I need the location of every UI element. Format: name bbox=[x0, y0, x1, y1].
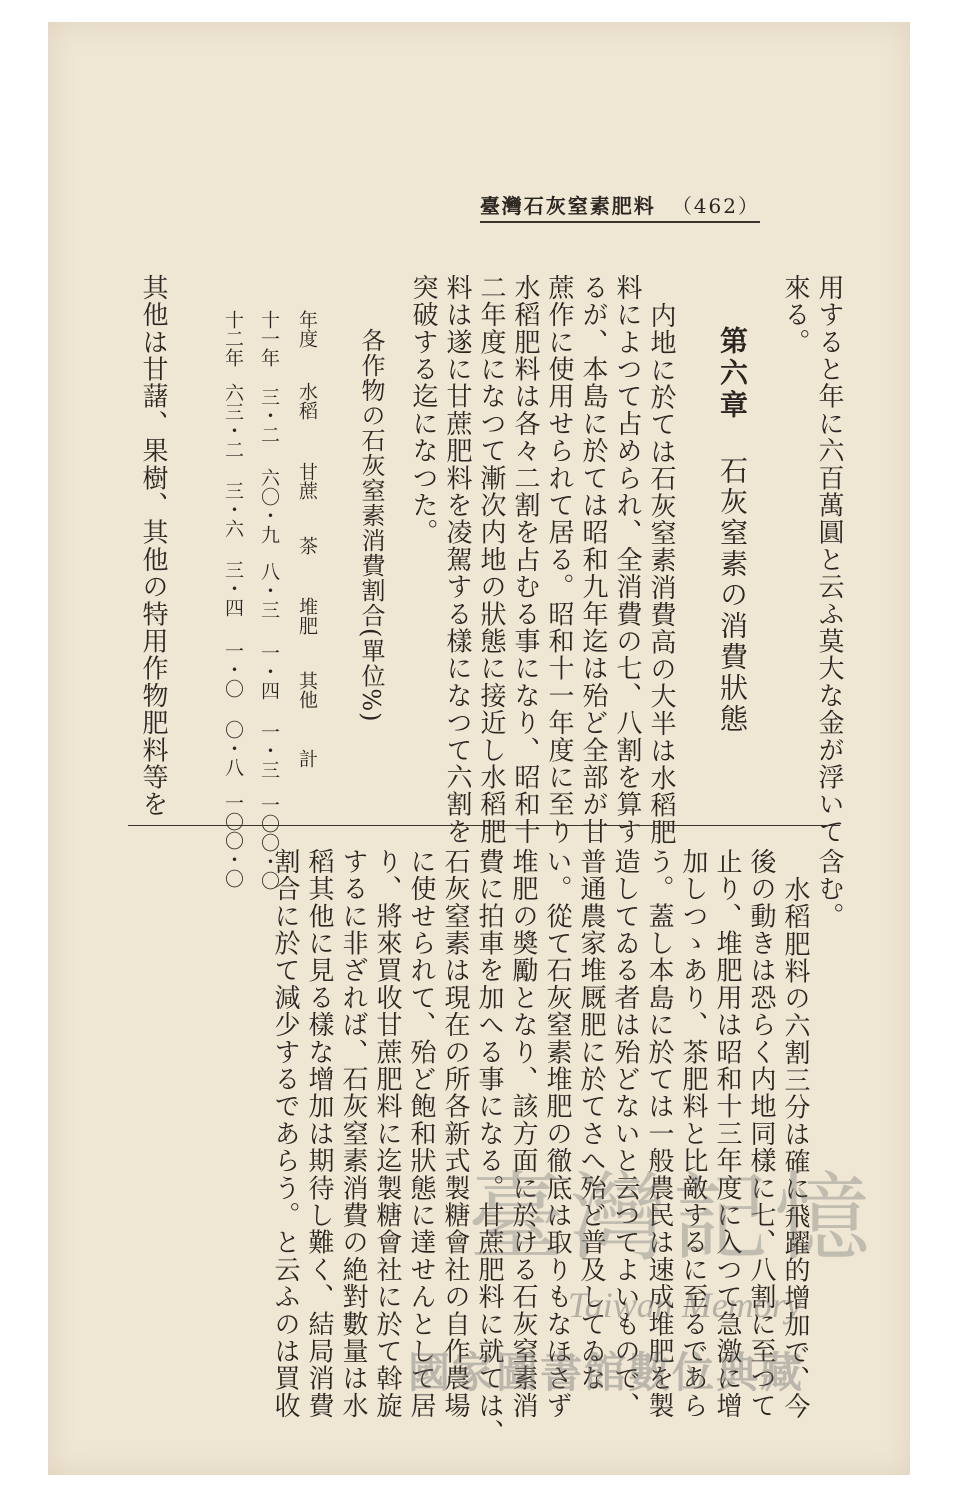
upper-line-10: 突破する迄になつた。 bbox=[408, 274, 438, 546]
table-row bbox=[256, 310, 283, 890]
upper-line-2: 來る。 bbox=[780, 274, 810, 356]
th-tea: 茶 bbox=[296, 536, 318, 555]
upper-last-line: 其他は甘藷、果樹、其他の特用作物肥料等を bbox=[138, 274, 168, 818]
table-title: 各作物の石灰窒素消費割合(單位%) bbox=[357, 328, 385, 723]
lower-line-9: い。從て石灰窒素堆肥の徹底は取りもなほさず bbox=[542, 848, 572, 1420]
cell-cane: 六〇・九 bbox=[258, 468, 280, 544]
cell-tea: 三・四 bbox=[222, 560, 244, 617]
cell-year: 十一年 bbox=[258, 310, 280, 367]
upper-line-5: るが、本島に於ては昭和九年迄は殆ど全部が甘 bbox=[578, 274, 608, 846]
lower-line-12: 石灰窒素は現在の所各新式製糖會社の自作農場 bbox=[440, 848, 470, 1420]
section-divider bbox=[128, 825, 840, 826]
watermark-english: Taiwan Memory bbox=[568, 1285, 802, 1325]
cell-total: 一〇〇・〇 bbox=[258, 795, 280, 890]
lower-line-16: 稻其他に見る樣な增加は期待し難く、結局消費 bbox=[304, 848, 334, 1420]
lower-line-5: 加しつゝあり、茶肥料と比敵するに至るであら bbox=[678, 848, 708, 1420]
watermark-org: 國家圖書館數位典藏 bbox=[408, 1348, 805, 1397]
cell-other: 〇・八 bbox=[222, 720, 244, 777]
th-compost: 堆肥 bbox=[296, 597, 318, 635]
upper-line-1: 用すると年に六百萬圓と云ふ莫大な金が浮いて bbox=[814, 274, 844, 846]
page-number: （462） bbox=[671, 194, 760, 218]
chapter-label: 第六章 bbox=[716, 326, 749, 422]
cell-tea: 八・三 bbox=[258, 562, 280, 619]
th-other: 其他 bbox=[296, 671, 318, 709]
upper-line-7: 水稻肥料は各々二割を占むる事になり、昭和十 bbox=[510, 274, 540, 846]
th-cane: 甘蔗 bbox=[296, 462, 318, 500]
cell-total: 一〇〇・〇 bbox=[222, 793, 244, 888]
chapter-title: 石灰窒素の消費狀態 bbox=[716, 456, 749, 735]
upper-line-9: 料は遂に甘蔗肥料を凌駕する樣になつて六割を bbox=[442, 274, 472, 846]
header-title: 臺灣石灰窒素肥料 bbox=[479, 194, 656, 218]
lower-line-14: り、將來買收甘蔗肥料に迄製糖會社に於て斡旋 bbox=[372, 848, 402, 1420]
lower-line-11: 費に拍車を加へる事になる。甘蔗肥料に就ては、 bbox=[474, 848, 504, 1447]
cell-compost: 一・四 bbox=[258, 643, 280, 700]
lower-line-15: するに非ざれば、石灰窒素消費の絶對數量は水 bbox=[338, 848, 368, 1420]
lower-line-7: 造してゐる者は殆どないと云つてよいもので、 bbox=[610, 848, 640, 1420]
lower-line-1: 含む。 bbox=[814, 848, 844, 930]
th-total: 計 bbox=[296, 749, 318, 768]
th-rice: 水稻 bbox=[296, 382, 318, 420]
lower-line-10: 堆肥の奬勵となり、該方面に於ける石灰窒素消 bbox=[508, 848, 538, 1420]
scanned-page bbox=[48, 22, 910, 1475]
watermark-calligraphy: 臺灣記憶 bbox=[468, 1162, 876, 1274]
running-header bbox=[480, 190, 760, 223]
chapter-heading bbox=[712, 326, 752, 735]
table-row bbox=[220, 310, 247, 888]
upper-line-6: 蔗作に使用せられて居る。昭和十一年度に至り bbox=[544, 274, 574, 846]
lower-line-2: 水稻肥料の六割三分は確に飛躍的增加で、今 bbox=[780, 876, 810, 1420]
cell-year: 十二年 bbox=[222, 310, 244, 367]
lower-line-8: 普通農家堆厩肥に於てさへ殆ど普及してゐな bbox=[576, 848, 606, 1392]
lower-line-4: 止り、堆肥用は昭和十三年度に入つて急激に增 bbox=[712, 848, 742, 1420]
cell-compost: 一・〇 bbox=[222, 641, 244, 698]
table-header-row bbox=[294, 310, 321, 768]
upper-line-3: 内地に於ては石灰窒素消費高の大半は水稻肥 bbox=[646, 302, 676, 846]
lower-line-17: 割合に於て減少するであらう。と云ふのは買收 bbox=[270, 848, 300, 1420]
cell-cane: 三・六 bbox=[222, 481, 244, 538]
cell-other: 一・三 bbox=[258, 722, 280, 779]
cell-rice: 六三・二 bbox=[222, 383, 244, 459]
upper-line-4: 料によつて占められ、全消費の七、八割を算す bbox=[612, 274, 642, 846]
th-year: 年度 bbox=[296, 310, 318, 348]
cell-rice: 三・二 bbox=[258, 387, 280, 444]
lower-line-6: う。蓋し本島に於ては一般農民は速成堆肥を製 bbox=[644, 848, 674, 1420]
lower-line-13: に使せられて、殆ど飽和狀態に達せんとして居 bbox=[406, 848, 436, 1420]
lower-line-3: 後の動きは恐らく内地同樣に七、八割に至つて bbox=[746, 848, 776, 1420]
upper-line-8: 二年度になつて漸次内地の狀態に接近し水稻肥 bbox=[476, 274, 506, 846]
